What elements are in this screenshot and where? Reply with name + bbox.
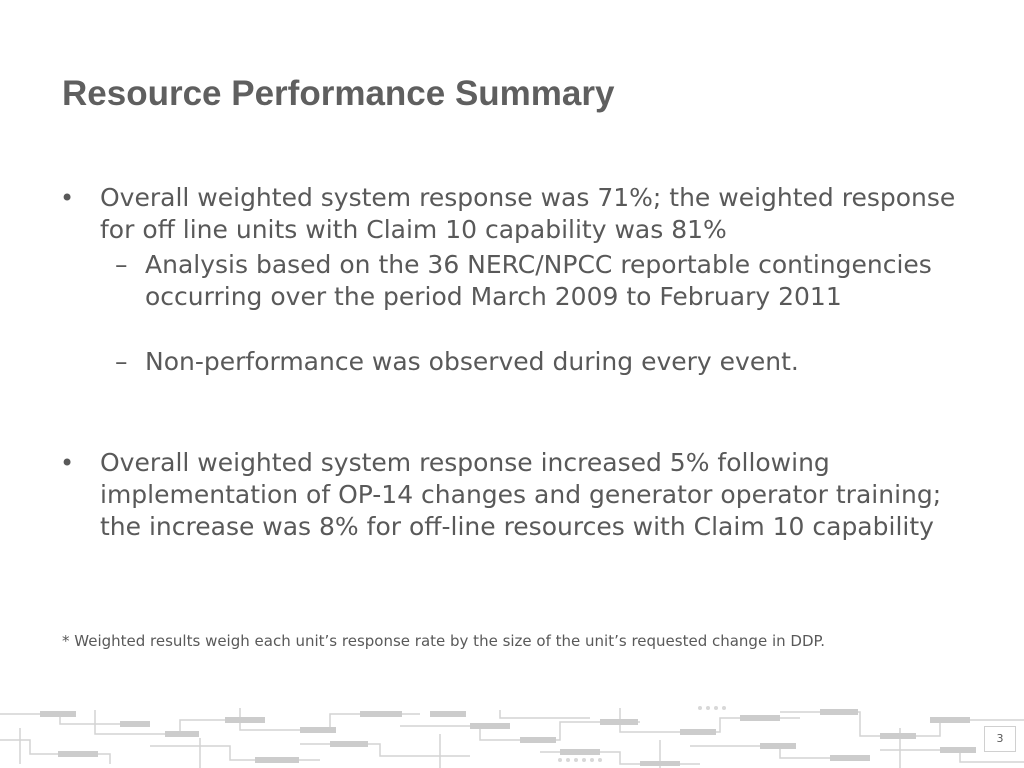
footnote: * Weighted results weigh each unit’s response rate by the size of the unit’s requested change in DDP. [62,632,825,650]
bullet-item [60,447,980,543]
sub-bullet-marker: – [115,347,128,376]
page-number: 3 [984,726,1016,752]
slide-title: Resource Performance Summary [62,74,615,113]
bullet-marker: • [60,449,75,477]
sub-bullet-item [115,249,945,313]
sub-bullet-marker: – [115,250,128,279]
bullet-text: Overall weighted system response was 71%; the weighted response for off line units with Claim 10 capability was 81% [100,183,956,244]
sub-bullet-item [115,346,945,378]
bullet-marker: • [60,184,75,212]
bullet-text: Overall weighted system response increased 5% following implementation of OP-14 changes and generator operator training; the increase was 8% for off-line resources with Claim 10 capability [100,448,942,541]
sub-bullet-text: Analysis based on the 36 NERC/NPCC reportable contingencies occurring over the period March 2009 to February 2011 [145,250,932,311]
circuit-decoration [0,700,1024,768]
bullet-item [60,182,980,246]
sub-bullet-text: Non-performance was observed during every event. [145,347,799,376]
